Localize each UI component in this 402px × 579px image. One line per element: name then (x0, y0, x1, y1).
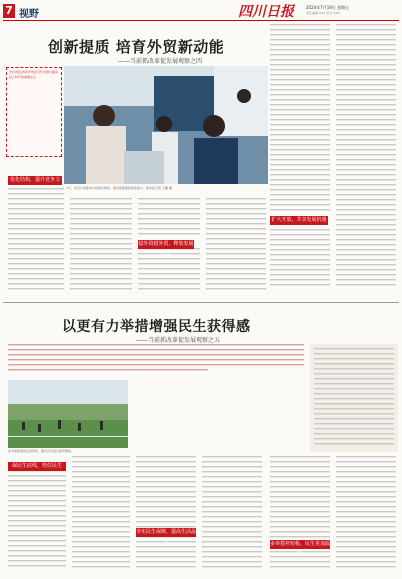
newspaper-logo: 四川日报 (238, 4, 294, 20)
top-headline: 创新提质 培育外贸新动能 (48, 38, 225, 56)
editor-line: 责任编辑 XXX 版式 XXX (306, 11, 340, 15)
page-number-badge: 7 (3, 4, 15, 18)
issue-date: 2024年7月19日 星期五 (306, 5, 350, 10)
top-section-head-1: 优化结构，提升竞争力 (9, 177, 60, 183)
top-right-columns (270, 24, 398, 294)
expo-photo (64, 66, 268, 184)
sports-field-photo (8, 380, 128, 448)
bottom-section-head-3: 多举措补短板，民生更加温暖 (270, 541, 331, 556)
bottom-subhead: ——当前抓改革促发展观察之五 (136, 337, 221, 344)
bottom-body-columns (8, 456, 398, 576)
top-subhead: ——当前抓改革促发展观察之四 (118, 58, 203, 65)
masthead-rule (3, 20, 399, 21)
bottom-intro-lines (8, 344, 304, 378)
bottom-section-head-2: 夯实民生保障，提高生活品质 (136, 529, 197, 544)
commentary-column (310, 344, 398, 452)
bottom-section-head-1: 保民生底线，兜住民生 (8, 462, 66, 471)
top-body-lines (8, 188, 266, 298)
section-title: 视野 (19, 9, 39, 20)
top-section-head-2: 稳外资稳外贸，释放发展潜能 (138, 241, 194, 256)
photo-caption: 7月，在四川成都举办的展会现场，观众参观国际商品展示。新华社记者 王曦 摄 (66, 186, 172, 190)
bottom-headline: 以更有力举措增强民生获得感 (62, 319, 251, 335)
top-section-head-3: 扩大开放，共享发展机遇 (271, 217, 327, 223)
mid-rule (3, 302, 399, 303)
series-intro-text: 开栏的话|改革开放是当代中国大踏步赶上时代的重要法宝 (9, 70, 58, 79)
bottom-photo-caption: 在多地新建的运动场所，群众正在进行体育锻炼。 (8, 449, 75, 453)
